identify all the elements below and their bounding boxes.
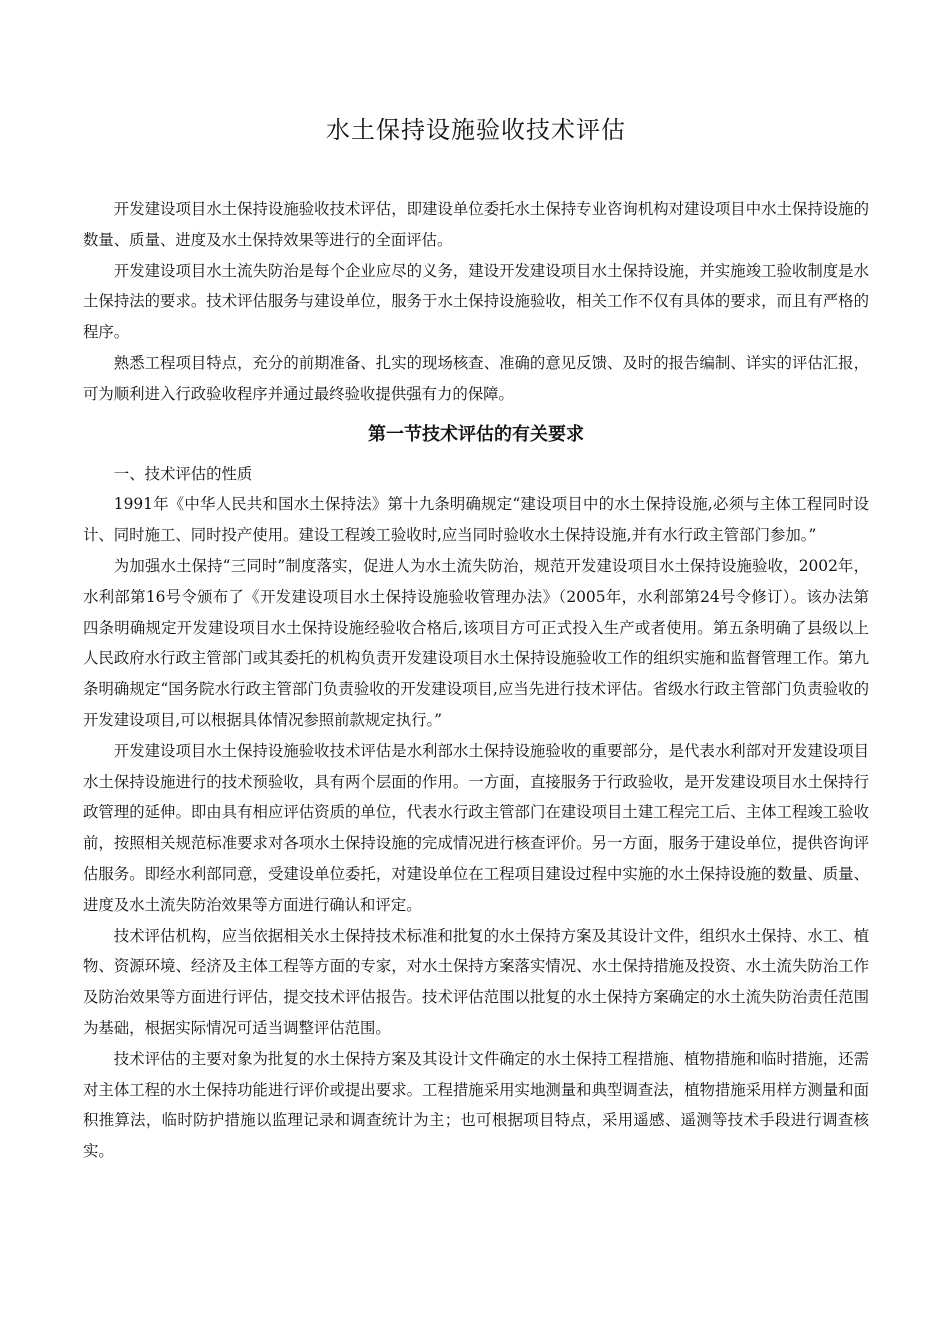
body-paragraph: 为加强水土保持“三同时”制度落实，促进人为水土流失防治，规范开发建设项目水土保持设施验收，2002年，水利部第16号令颁布了《开发建设项目水土保持设施验收管理办法》（2005年，水利部第24号令修订）。该办法第四条明确规定开发建设项目水土保持设施经验收合格后,该项目方可正式投入生产或者使用。第五条明确了县级以上人民政府水行政主管部门或其委托的机构负责开发建设项目水土保持设施验收工作的组织实施和监督管理工作。第九条明确规定“国务院水行政主管部门负责验收的开发建设项目,应当先进行技术评估。省级水行政主管部门负责验收的开发建设项目,可以根据具体情况参照前款规定执行。” xyxy=(83,556,869,729)
section-heading: 第一节技术评估的有关要求 xyxy=(368,423,584,445)
body-paragraph: 技术评估的主要对象为批复的水土保持方案及其设计文件确定的水土保持工程措施、植物措施和临时措施，还需对主体工程的水土保持功能进行评价或提出要求。工程措施采用实地测量和典型调查法，植物措施采用样方测量和面积推算法，临时防护措施以监理记录和调查统计为主；也可根据项目特点，采用遥感、遥测等技术手段进行调查核实。 xyxy=(83,1049,869,1161)
body-paragraph: 开发建设项目水土保持设施验收技术评估是水利部水土保持设施验收的重要部分，是代表水利部对开发建设项目水土保持设施进行的技术预验收，具有两个层面的作用。一方面，直接服务于行政验收，是开发建设项目水土保持行政管理的延伸。即由具有相应评估资质的单位，代表水行政主管部门在建设项目土建工程完工后、主体工程竣工验收前，按照相关规范标准要求对各项水土保持设施的完成情况进行核查评价。另一方面，服务于建设单位，提供咨询评估服务。即经水利部同意，受建设单位委托，对建设单位在工程项目建设过程中实施的水土保持设施的数量、质量、进度及水土流失防治效果等方面进行确认和评定。 xyxy=(83,741,869,914)
body-paragraph: 1991年《中华人民共和国水土保持法》第十九条明确规定“建设项目中的水土保持设施,必须与主体工程同时设计、同时施工、同时投产使用。建设工程竣工验收时,应当同时验收水土保持设施,并有水行政主管部门参加。” xyxy=(83,495,869,545)
subsection-heading: 一、技术评估的性质 xyxy=(113,464,253,483)
intro-paragraph: 熟悉工程项目特点，充分的前期准备、扎实的现场核查、准确的意见反馈、及时的报告编制、详实的评估汇报，可为顺利进入行政验收程序并通过最终验收提供强有力的保障。 xyxy=(83,353,869,403)
intro-paragraph: 开发建设项目水土流失防治是每个企业应尽的义务，建设开发建设项目水土保持设施，并实施竣工验收制度是水土保持法的要求。技术评估服务与建设单位，服务于水土保持设施验收，相关工作不仅有具体的要求，而且有严格的程序。 xyxy=(83,261,869,342)
body-paragraph: 技术评估机构，应当依据相关水土保持技术标准和批复的水土保持方案及其设计文件，组织水土保持、水工、植物、资源环境、经济及主体工程等方面的专家，对水土保持方案落实情况、水土保持措施及投资、水土流失防治工作及防治效果等方面进行评估，提交技术评估报告。技术评估范围以批复的水土保持方案确定的水土流失防治责任范围为基础，根据实际情况可适当调整评估范围。 xyxy=(83,926,869,1037)
document-title: 水土保持设施验收技术评估 xyxy=(326,116,626,144)
intro-paragraph: 开发建设项目水土保持设施验收技术评估，即建设单位委托水土保持专业咨询机构对建设项目中水土保持设施的数量、质量、进度及水土保持效果等进行的全面评估。 xyxy=(83,200,869,249)
document-page xyxy=(83,108,869,1167)
